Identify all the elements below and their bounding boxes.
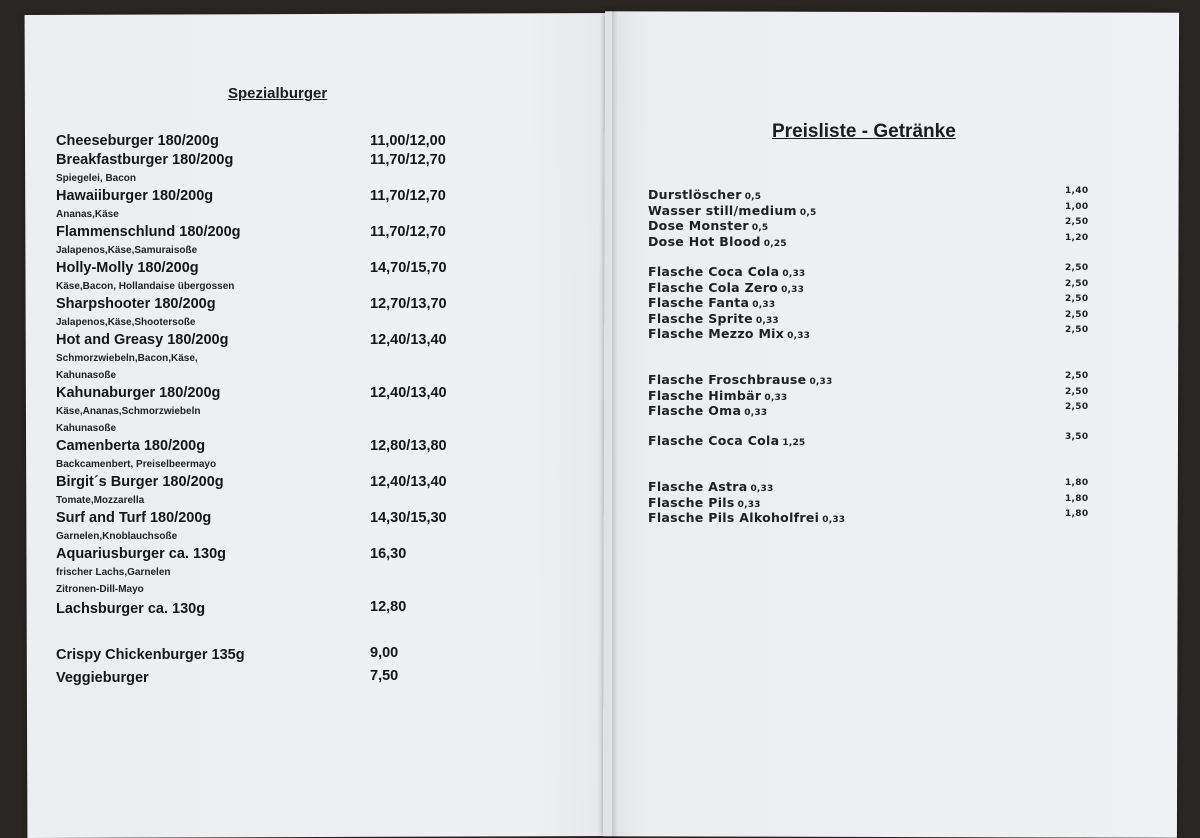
drink-item [648,492,1088,508]
drink-price: 1,40 [1065,186,1089,196]
drink-item [648,200,1088,216]
burger-description: Tomate,Mozzarella [56,495,145,506]
burger-item [56,598,496,621]
drink-name: Flasche Mezzo Mix [648,326,785,341]
burger-name: Veggieburger [56,670,149,686]
drink-group [648,369,1088,416]
burger-price: 11,70/12,70 [370,188,446,204]
drink-name: Flasche Oma [648,403,742,418]
drink-name: Flasche Astra [648,479,748,494]
burger-item [56,473,496,509]
drink-price: 3,50 [1065,432,1089,442]
burger-description: Jalapenos,Käse,Shootersoße [56,317,196,328]
burger-price: 11,70/12,70 [370,224,446,240]
drink-volume: 0,33 [744,408,768,418]
drink-group [648,261,1088,339]
drink-name: Wasser still/medium [648,202,797,218]
drink-name: Flasche Himbär [648,387,762,403]
burger-description: Spiegelei, Bacon [56,173,137,184]
burger-price: 12,80/13,80 [370,438,447,454]
burger-item [56,132,496,151]
burger-name: Cheeseburger 180/200g [56,133,219,149]
drink-volume: 0,33 [737,499,761,510]
burger-item [56,545,496,598]
burger-price: 9,00 [370,645,399,661]
drink-name: Flasche Pils Alkoholfrei [648,510,820,525]
drink-item [648,476,1088,492]
drink-name: Flasche Coca Cola [648,433,780,448]
burger-item [56,384,496,437]
burger-price: 12,40/13,40 [370,385,447,401]
drink-volume: 0,33 [787,331,811,341]
drink-name: Durstlöscher [648,187,742,202]
drink-name: Flasche Cola Zero [648,279,779,295]
burger-price: 7,50 [370,668,399,684]
drink-item [648,184,1088,200]
burger-description: Garnelen,Knoblauchsoße [56,531,178,542]
burger-name: Lachsburger ca. 130g [56,601,206,617]
burger-item [56,667,496,690]
burger-section-heading: Spezialburger [228,85,328,102]
drink-price: 2,50 [1065,325,1089,335]
drink-volume: 0,33 [822,515,846,525]
burger-name: Birgit´s Burger 180/200g [56,474,224,490]
burger-name: Aquariusburger ca. 130g [56,546,227,562]
drink-price: 1,80 [1065,509,1089,519]
burger-name: Flammenschlund 180/200g [56,224,241,240]
burger-description: Backcamenbert, Preiselbeermayo [56,459,217,470]
drink-name: Flasche Froschbrause [648,372,807,387]
drink-item [648,308,1088,324]
burger-item [56,151,496,187]
drink-volume: 0,33 [764,392,788,403]
drink-name: Flasche Sprite [648,310,753,326]
burger-price: 12,80 [370,599,407,615]
drinks-section-heading: Preisliste - Getränke [772,121,956,142]
drink-volume: 0,33 [781,284,805,295]
drink-price: 1,80 [1065,478,1089,488]
burger-item [56,295,496,331]
drink-item [648,215,1088,231]
burger-item [56,509,496,545]
burger-price: 12,40/13,40 [370,474,447,490]
drink-group [648,184,1089,249]
drink-name: Dose Hot Blood [648,233,761,249]
drink-volume: 0,33 [752,300,776,310]
burger-price: 12,40/13,40 [370,332,447,348]
drink-item [648,369,1088,385]
drink-volume: 0,33 [782,269,806,279]
burger-name: Hot and Greasy 180/200g [56,332,229,348]
burger-price: 11,00/12,00 [370,133,446,149]
burger-description: Jalapenos,Käse,Samuraisoße [56,245,198,256]
burger-name: Sharpshooter 180/200g [56,296,216,312]
burger-name: Breakfastburger 180/200g [56,152,234,168]
burger-name: Surf and Turf 180/200g [56,510,212,526]
drink-name: Flasche Pils [648,494,735,510]
burger-item [56,644,496,667]
drink-volume: 0,5 [799,207,817,218]
drink-volume: 0,33 [750,484,774,494]
burger-name: Camenberta 180/200g [56,438,206,454]
drink-item [648,292,1088,308]
drink-item [648,507,1088,523]
drink-item [648,277,1088,293]
drink-price: 2,50 [1065,263,1089,273]
burger-item [56,259,496,295]
page-fold [612,10,618,837]
burger-description: Schmorzwiebeln,Bacon,Käse, Kahunasoße [56,353,198,381]
burger-price: 12,70/13,70 [370,296,447,312]
burger-price: 11,70/12,70 [370,152,446,168]
drink-price: 2,50 [1065,371,1089,381]
drink-price: 1,80 [1065,493,1089,504]
drink-item [648,400,1088,416]
drink-name: Flasche Fanta [648,295,750,310]
drink-name: Flasche Coca Cola [648,264,780,279]
drink-item [648,261,1088,277]
burger-list [56,132,496,690]
drink-price: 1,20 [1065,232,1089,243]
drink-group [648,430,1088,446]
burger-name: Holly-Molly 180/200g [56,260,199,276]
drink-price: 2,50 [1065,294,1089,304]
burger-item [56,331,496,384]
drink-price: 2,50 [1065,278,1089,289]
drink-price: 2,50 [1065,402,1089,412]
burger-name: Crispy Chickenburger 135g [56,647,245,663]
burger-name: Hawaiiburger 180/200g [56,188,214,204]
drink-volume: 0,33 [809,377,833,387]
drink-volume: 0,5 [751,223,769,233]
burger-name: Kahunaburger 180/200g [56,385,221,401]
drink-volume: 0,5 [744,192,762,202]
drink-price: 2,50 [1065,217,1089,227]
drink-group [648,476,1088,523]
burger-price: 16,30 [370,546,407,562]
drink-item [648,231,1088,247]
drink-name: Dose Monster [648,218,749,233]
drink-volume: 1,25 [782,438,806,448]
drink-item [648,323,1088,339]
burger-item [56,223,496,259]
burger-price: 14,30/15,30 [370,510,447,526]
drink-item [648,385,1088,401]
burger-price: 14,70/15,70 [370,260,447,276]
drink-item [648,430,1088,446]
drink-price: 2,50 [1065,386,1089,397]
burger-item [56,187,496,223]
drink-volume: 0,33 [755,315,779,326]
burger-description: frischer Lachs,Garnelen Zitronen-Dill-Mayo [56,567,171,595]
drink-price: 2,50 [1065,309,1089,320]
drink-price: 1,00 [1065,201,1089,212]
drink-volume: 0,25 [763,238,787,249]
burger-item [56,437,496,473]
burger-description: Ananas,Käse [56,209,119,220]
burger-description: Käse,Ananas,Schmorzwiebeln Kahunasoße [56,406,201,434]
burger-description: Käse,Bacon, Hollandaise übergossen [56,281,235,292]
